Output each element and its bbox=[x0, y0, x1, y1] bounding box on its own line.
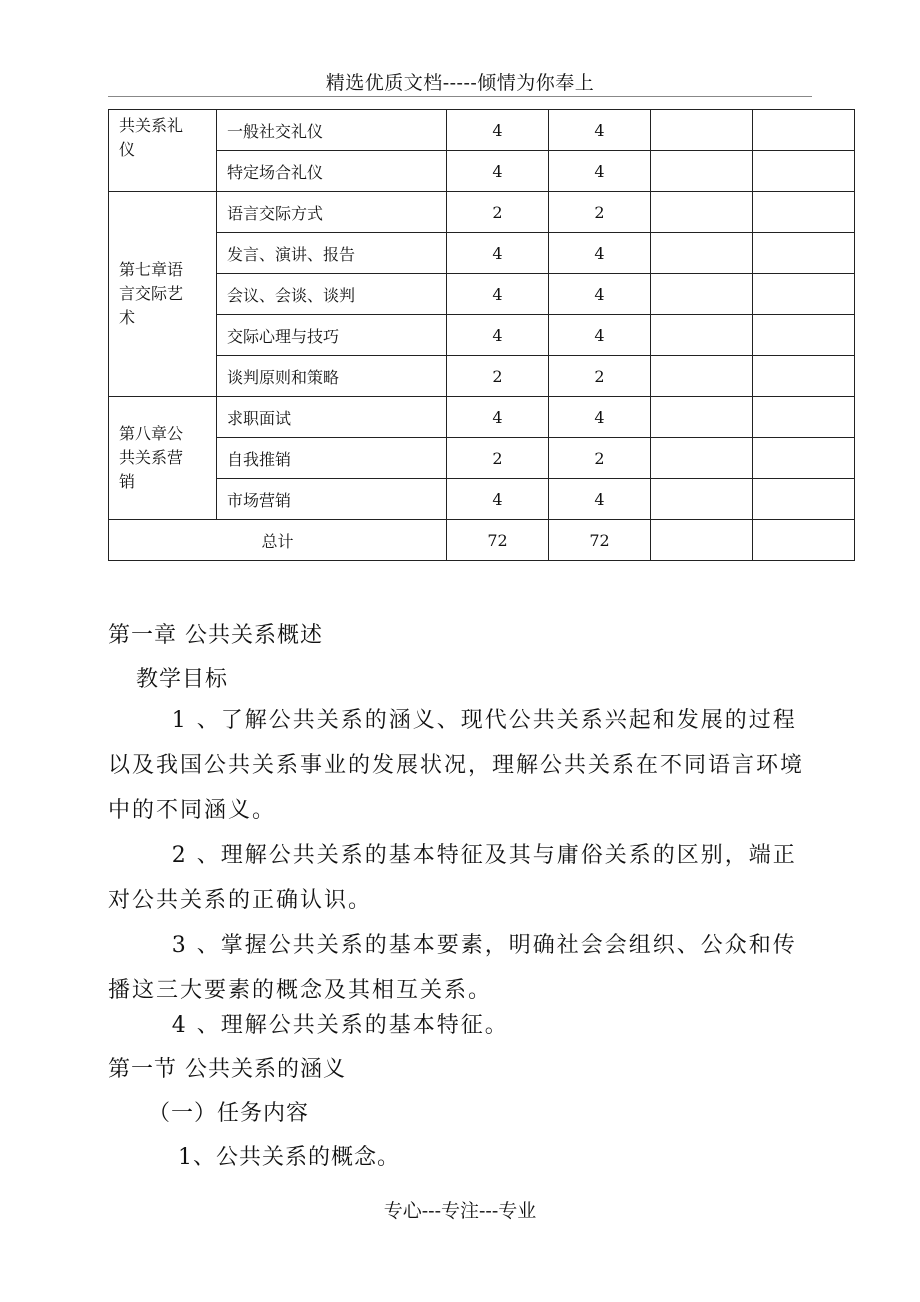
hours-cell: 4 bbox=[549, 397, 651, 438]
empty-cell bbox=[651, 479, 753, 520]
page-header: 精选优质文档-----倾情为你奉上 bbox=[325, 72, 595, 94]
syllabus-table bbox=[108, 109, 855, 561]
table-row bbox=[109, 233, 855, 274]
chapter-cell: 共关系礼 仪 bbox=[109, 110, 217, 192]
table-row bbox=[109, 479, 855, 520]
hours-cell: 4 bbox=[549, 274, 651, 315]
total-label: 总计 bbox=[109, 520, 447, 561]
hours-cell: 2 bbox=[549, 356, 651, 397]
table-row bbox=[109, 315, 855, 356]
total-row bbox=[109, 520, 855, 561]
empty-cell bbox=[651, 315, 753, 356]
topic-cell: 发言、演讲、报告 bbox=[217, 233, 447, 274]
hours-cell: 2 bbox=[549, 192, 651, 233]
table-row bbox=[109, 438, 855, 479]
empty-cell bbox=[753, 192, 855, 233]
empty-cell bbox=[651, 233, 753, 274]
hours-cell: 4 bbox=[447, 315, 549, 356]
empty-cell bbox=[753, 356, 855, 397]
empty-cell bbox=[651, 151, 753, 192]
topic-cell: 求职面试 bbox=[217, 397, 447, 438]
hours-cell: 4 bbox=[447, 274, 549, 315]
objective-item: 2 、理解公共关系的基本特征及其与庸俗关系的区别，端正对公共关系的正确认识。 bbox=[108, 843, 797, 913]
hours-cell: 4 bbox=[447, 110, 549, 151]
hours-cell: 4 bbox=[447, 233, 549, 274]
empty-cell bbox=[753, 110, 855, 151]
empty-cell bbox=[651, 192, 753, 233]
hours-cell: 4 bbox=[549, 110, 651, 151]
hours-cell: 4 bbox=[549, 151, 651, 192]
empty-cell bbox=[651, 356, 753, 397]
topic-cell: 语言交际方式 bbox=[217, 192, 447, 233]
table-row bbox=[109, 151, 855, 192]
hours-cell: 4 bbox=[447, 479, 549, 520]
table-row bbox=[109, 356, 855, 397]
empty-cell bbox=[753, 397, 855, 438]
empty-cell bbox=[753, 315, 855, 356]
empty-cell bbox=[651, 397, 753, 438]
table-row bbox=[109, 192, 855, 233]
topic-cell: 市场营销 bbox=[217, 479, 447, 520]
table-row bbox=[109, 274, 855, 315]
empty-cell bbox=[753, 520, 855, 561]
table-row bbox=[109, 397, 855, 438]
topic-cell: 谈判原则和策略 bbox=[217, 356, 447, 397]
task-item: 1、公共关系的概念。 bbox=[178, 1145, 400, 1170]
total-hours-cell: 72 bbox=[549, 520, 651, 561]
hours-cell: 4 bbox=[549, 315, 651, 356]
topic-cell: 会议、会谈、谈判 bbox=[217, 274, 447, 315]
empty-cell bbox=[753, 479, 855, 520]
task-heading: （一）任务内容 bbox=[148, 1101, 310, 1126]
objective-item: 1 、了解公共关系的涵义、现代公共关系兴起和发展的过程以及我国公共关系事业的发展状况，理解公共关系在不同语言环境中的不同涵义。 bbox=[108, 708, 805, 823]
topic-cell: 特定场合礼仪 bbox=[217, 151, 447, 192]
topic-cell: 自我推销 bbox=[217, 438, 447, 479]
empty-cell bbox=[651, 274, 753, 315]
empty-cell bbox=[753, 151, 855, 192]
table-row bbox=[109, 110, 855, 151]
empty-cell bbox=[651, 520, 753, 561]
hours-cell: 4 bbox=[549, 233, 651, 274]
topic-cell: 交际心理与技巧 bbox=[217, 315, 447, 356]
hours-cell: 2 bbox=[447, 356, 549, 397]
section-title: 第一节 公共关系的涵义 bbox=[108, 1057, 346, 1082]
hours-cell: 2 bbox=[549, 438, 651, 479]
header-divider bbox=[108, 96, 812, 97]
empty-cell bbox=[753, 233, 855, 274]
hours-cell: 2 bbox=[447, 438, 549, 479]
hours-cell: 4 bbox=[447, 151, 549, 192]
objectives-heading: 教学目标 bbox=[136, 667, 229, 692]
objective-item: 3 、掌握公共关系的基本要素，明确社会会组织、公众和传播这三大要素的概念及其相互关系。 bbox=[108, 933, 797, 1003]
chapter-cell: 第七章语 言交际艺 术 bbox=[109, 192, 217, 397]
empty-cell bbox=[651, 438, 753, 479]
topic-cell: 一般社交礼仪 bbox=[217, 110, 447, 151]
chapter-title: 第一章 公共关系概述 bbox=[108, 623, 323, 648]
objective-item: 4 、理解公共关系的基本特征。 bbox=[171, 1013, 509, 1038]
chapter-cell: 第八章公 共关系营 销 bbox=[109, 397, 217, 520]
hours-cell: 4 bbox=[549, 479, 651, 520]
hours-cell: 2 bbox=[447, 192, 549, 233]
total-hours-cell: 72 bbox=[447, 520, 549, 561]
hours-cell: 4 bbox=[447, 397, 549, 438]
empty-cell bbox=[753, 274, 855, 315]
page-footer: 专心---专注---专业 bbox=[383, 1200, 537, 1222]
empty-cell bbox=[651, 110, 753, 151]
empty-cell bbox=[753, 438, 855, 479]
